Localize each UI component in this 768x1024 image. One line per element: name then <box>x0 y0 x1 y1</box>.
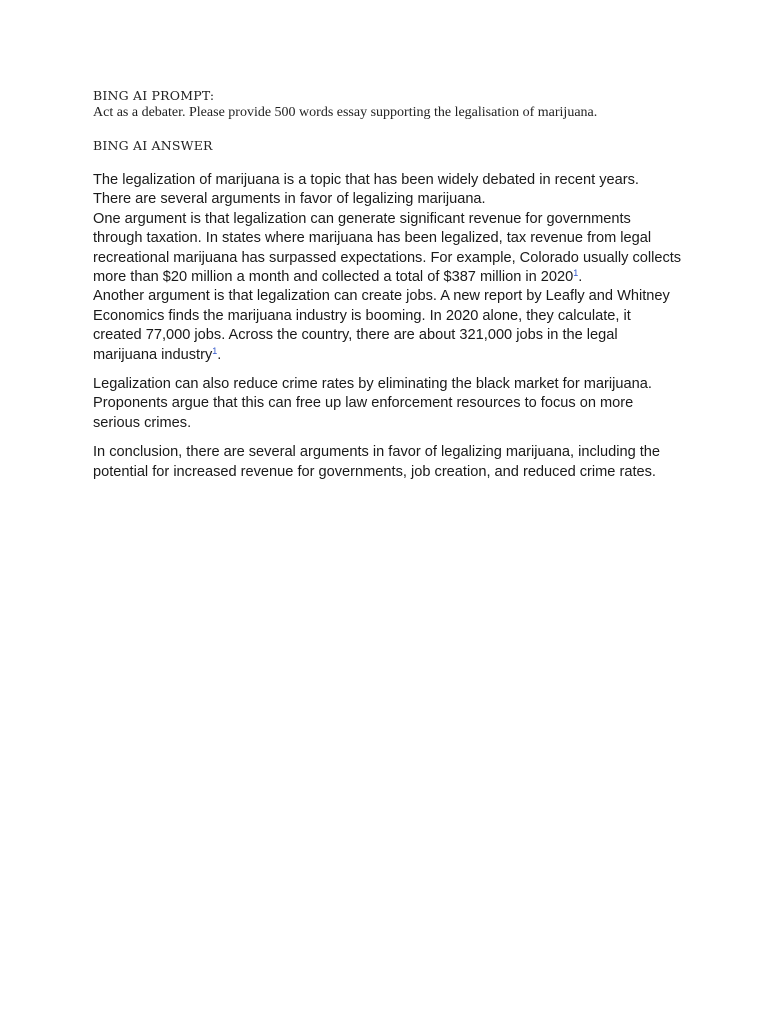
prompt-label: BING AI PROMPT: <box>93 88 215 103</box>
jobs-end: . <box>217 346 222 363</box>
answer-intro-line-1: The legalization of marijuana is a topic that has been widely debated in recent years. <box>93 172 639 188</box>
answer-intro-line-2: There are several arguments in favor of legalizing marijuana. <box>93 191 486 208</box>
jobs-text: Another argument is that legalization can create jobs. A new report by Leafly and Whitney Economics finds the marijuana industry is booming. In 2020 alone, they calculate, it created 77,000 jobs. Across the country, there are about 321,000 jobs in the legal marijuana industry <box>93 288 670 363</box>
crime-paragraph: Legalization can also reduce crime rates by eliminating the black market for marijuana. Proponents argue that this can free up law enforcement resources to focus on more serious crimes. <box>93 376 652 431</box>
answer-intro-block <box>93 171 683 365</box>
revenue-paragraph <box>93 210 683 288</box>
revenue-end: . <box>578 269 583 286</box>
revenue-reference-link[interactable]: 1 <box>573 268 579 279</box>
revenue-text: One argument is that legalization can generate significant revenue for governments through taxation. In states where marijuana has been legalized, tax revenue from legal recreational marijuana has surpassed expectations. For example, Colorado usually collects more than $20 million a month and collected a total of $387 million in 2020 <box>93 210 682 286</box>
jobs-paragraph <box>93 287 683 365</box>
document-content <box>93 88 683 482</box>
answer-label: BING AI ANSWER <box>93 138 213 153</box>
conclusion-paragraph: In conclusion, there are several arguments in favor of legalizing marijuana, including the potential for increased revenue for governments, job creation, and reduced crime rates. <box>93 444 661 480</box>
jobs-reference-link[interactable]: 1 <box>212 345 218 356</box>
prompt-text: Act as a debater. Please provide 500 words essay supporting the legalisation of marijuana. <box>93 105 598 120</box>
